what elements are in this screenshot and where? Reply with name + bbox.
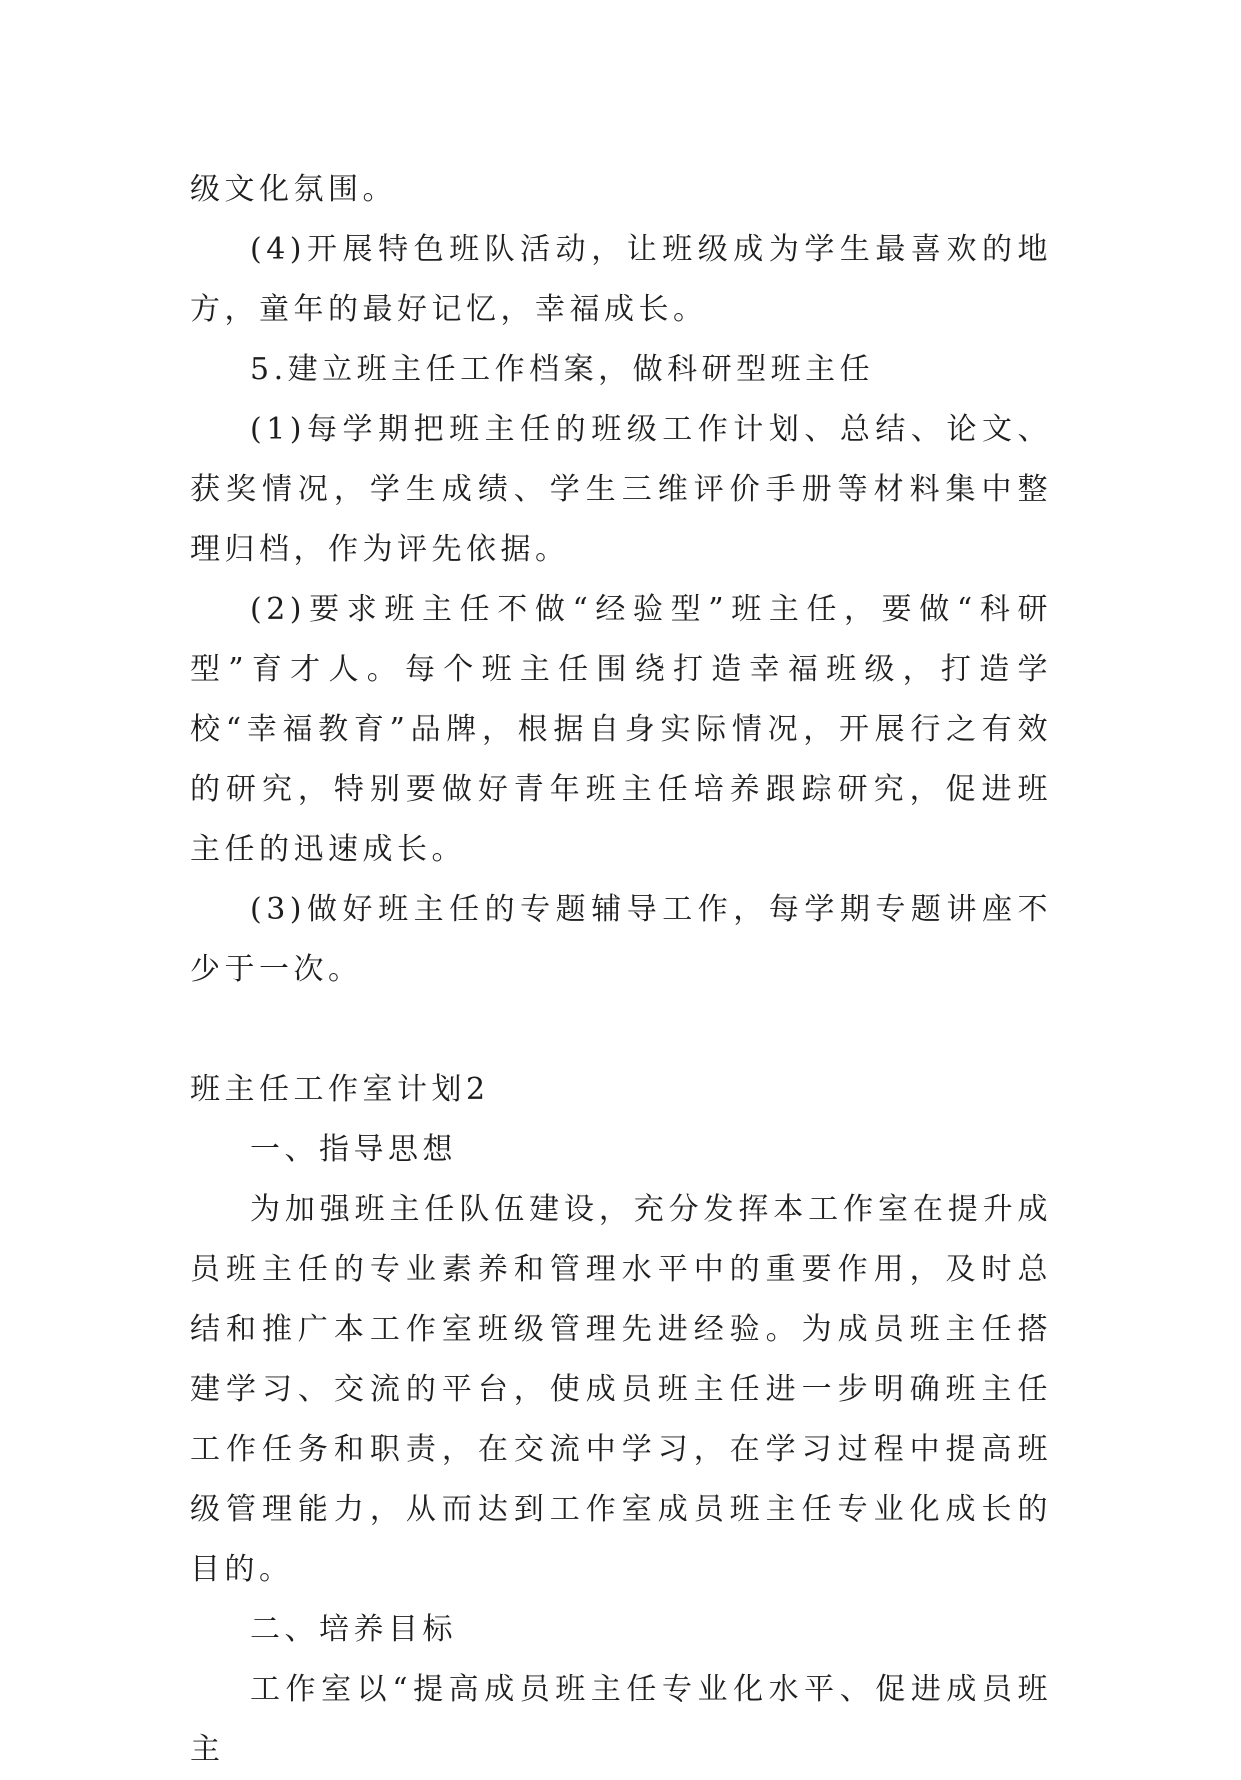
paragraph-item-2: (2)要求班主任不做“经验型”班主任，要做“科研型”育才人。每个班主任围绕打造幸福班级，打造学校“幸福教育”品牌，根据自身实际情况，开展行之有效的研究，特别要做好青年班主任培养跟踪研究，促进班主任的迅速成长。 [190, 592, 1052, 867]
paragraph-training-goal: 工作室以“提高成员班主任专业化水平、促进成员班主 [190, 1672, 1052, 1767]
paragraph-item-1: (1)每学期把班主任的班级工作计划、总结、论文、获奖情况，学生成绩、学生三维评价手册等材料集中整理归档，作为评先依据。 [190, 412, 1052, 567]
paragraph-item-3: (3)做好班主任的专题辅导工作，每学期专题讲座不少于一次。 [190, 892, 1052, 987]
section-heading-guiding-thought: 一、指导思想 [250, 1132, 457, 1167]
document-subtitle: 班主任工作室计划2 [190, 1072, 490, 1107]
paragraph-guiding-thought: 为加强班主任队伍建设，充分发挥本工作室在提升成员班主任的专业素养和管理水平中的重要作用，及时总结和推广本工作室班级管理先进经验。为成员班主任搭建学习、交流的平台，使成员班主任进一步明确班主任工作任务和职责，在交流中学习，在学习过程中提高班级管理能力，从而达到工作室成员班主任专业化成长的目的。 [190, 1192, 1052, 1587]
paragraph-item-4: (4)开展特色班队活动，让班级成为学生最喜欢的地方，童年的最好记忆，幸福成长。 [190, 232, 1052, 327]
section-heading-training-goal: 二、培养目标 [250, 1612, 457, 1647]
document-body [190, 160, 1052, 1780]
paragraph-continuation: 级文化氛围。 [190, 172, 397, 207]
section-heading-5: 5.建立班主任工作档案，做科研型班主任 [250, 352, 875, 387]
